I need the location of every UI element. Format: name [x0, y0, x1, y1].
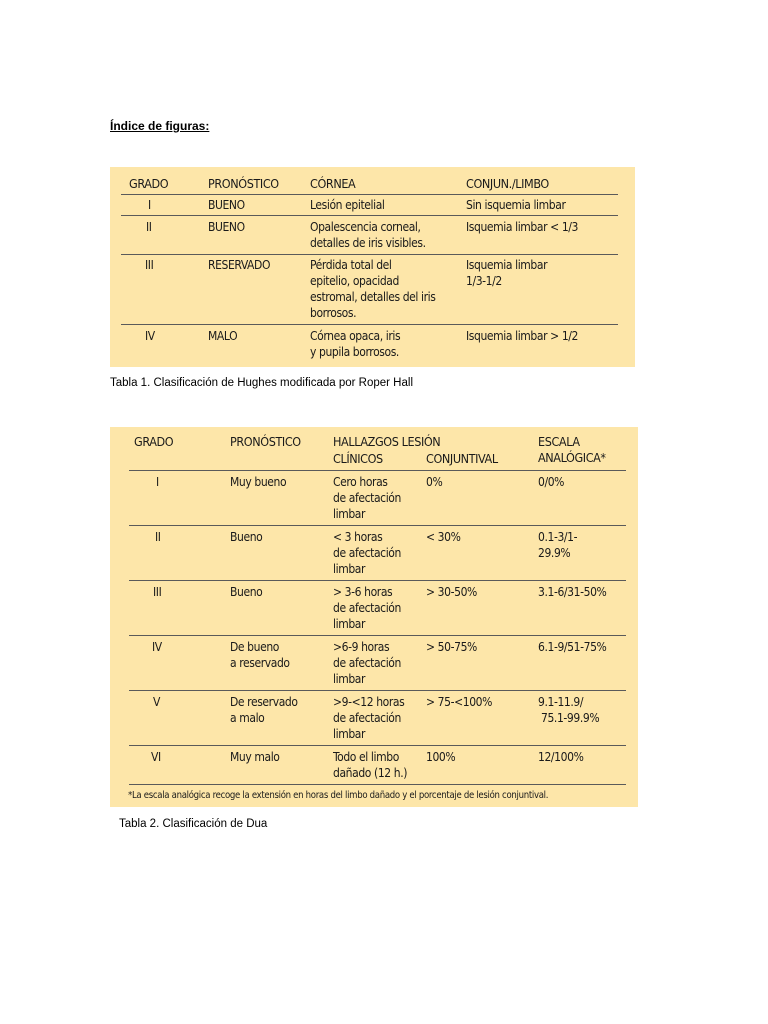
hughes-table	[110, 167, 635, 367]
t1-row2-pronostico: BUENO	[208, 220, 245, 234]
t1-row3-grado: III	[145, 258, 154, 272]
t2-row5-pronostico: De reservado a malo	[230, 695, 298, 725]
t2-row6-clinicos: Todo el limbo dañado (12 h.)	[333, 750, 408, 780]
t2-header-rule	[129, 470, 626, 471]
t1-row2-cornea: Opalescencia corneal, detalles de iris visibles.	[310, 220, 426, 250]
t2-row1-conjuntival: 0%	[426, 475, 443, 489]
t2-header-conjuntival: CONJUNTIVAL	[426, 451, 498, 466]
t2-header-escala: ESCALA ANALÓGICA*	[538, 434, 606, 465]
t2-row5-clinicos: >9-<12 horas de afectación limbar	[333, 695, 405, 741]
table1-caption: Tabla 1. Clasificación de Hughes modificada por Roper Hall	[110, 377, 413, 389]
t2-row4-escala: 6.1-9/51-75%	[538, 640, 607, 654]
t2-row4-clinicos: >6-9 horas de afectación limbar	[333, 640, 401, 686]
t1-row4-cornea: Córnea opaca, iris y pupila borrosos.	[310, 329, 401, 359]
t2-row6-escala: 12/100%	[538, 750, 584, 764]
t1-row2-limbo: Isquemia limbar < 1/3	[466, 220, 579, 234]
t2-row6-grado: VI	[151, 750, 161, 764]
t1-row4-grado: IV	[145, 329, 155, 343]
t1-row-rule	[121, 324, 618, 325]
t2-row3-clinicos: > 3-6 horas de afectación limbar	[333, 585, 401, 631]
t2-header-grado: GRADO	[134, 434, 174, 449]
t2-footnote-rule	[129, 784, 626, 785]
t2-row3-conjuntival: > 30-50%	[426, 585, 477, 599]
t2-row6-pronostico: Muy malo	[230, 750, 280, 764]
t1-row1-limbo: Sin isquemia limbar	[466, 198, 566, 212]
t1-header-pronostico: PRONÓSTICO	[208, 176, 279, 191]
t1-row4-pronostico: MALO	[208, 329, 238, 343]
t2-row5-escala: 9.1-11.9/ 75.1-99.9%	[538, 695, 600, 725]
t2-row2-escala: 0.1-3/1- 29.9%	[538, 530, 578, 560]
t2-row3-grado: III	[153, 585, 162, 599]
dua-table	[110, 427, 638, 807]
t2-row5-conjuntival: > 75-<100%	[426, 695, 493, 709]
t2-row1-grado: I	[156, 475, 159, 489]
t1-header-rule	[121, 194, 618, 195]
t2-row3-pronostico: Bueno	[230, 585, 263, 599]
t2-row-rule	[129, 525, 626, 526]
t1-row-rule	[121, 254, 618, 255]
t1-row3-pronostico: RESERVADO	[208, 258, 271, 272]
t1-row1-cornea: Lesión epitelial	[310, 198, 385, 212]
t2-row6-conjuntival: 100%	[426, 750, 456, 764]
t2-row4-conjuntival: > 50-75%	[426, 640, 477, 654]
t2-row4-grado: IV	[152, 640, 162, 654]
t2-row-rule	[129, 745, 626, 746]
t2-row3-escala: 3.1-6/31-50%	[538, 585, 607, 599]
table2-caption: Tabla 2. Clasificación de Dua	[119, 818, 268, 830]
t2-row-rule	[129, 635, 626, 636]
t1-row1-pronostico: BUENO	[208, 198, 245, 212]
t2-header-group: HALLAZGOS LESIÓN	[333, 434, 441, 449]
t2-row-rule	[129, 690, 626, 691]
t2-row1-pronostico: Muy bueno	[230, 475, 287, 489]
index-heading: Índice de figuras:	[110, 119, 210, 133]
t1-row2-grado: II	[146, 220, 152, 234]
t2-row-rule	[129, 580, 626, 581]
t2-row4-pronostico: De bueno a reservado	[230, 640, 290, 670]
t1-row-rule	[121, 215, 618, 216]
t1-header-grado: GRADO	[129, 176, 169, 191]
t1-row3-limbo: Isquemia limbar 1/3-1/2	[466, 258, 548, 288]
t1-row1-grado: I	[148, 198, 151, 212]
t2-header-clinicos: CLÍNICOS	[333, 451, 383, 466]
t2-row2-conjuntival: < 30%	[426, 530, 461, 544]
t2-row2-pronostico: Bueno	[230, 530, 263, 544]
t2-row2-clinicos: < 3 horas de afectación limbar	[333, 530, 401, 576]
t2-footnote: *La escala analógica recoge la extensión en horas del limbo dañado y el porcentaje de lesión conjuntival.	[128, 790, 549, 801]
t2-header-pronostico: PRONÓSTICO	[230, 434, 301, 449]
t2-row5-grado: V	[153, 695, 160, 709]
t2-row1-clinicos: Cero horas de afectación limbar	[333, 475, 401, 521]
t2-row1-escala: 0/0%	[538, 475, 565, 489]
t1-header-cornea: CÓRNEA	[310, 176, 356, 191]
t1-row4-limbo: Isquemia limbar > 1/2	[466, 329, 579, 343]
t1-row3-cornea: Pérdida total del epitelio, opacidad estromal, detalles del iris borrosos.	[310, 258, 436, 320]
t1-header-limbo: CONJUN./LIMBO	[466, 176, 549, 191]
t2-row2-grado: II	[155, 530, 161, 544]
